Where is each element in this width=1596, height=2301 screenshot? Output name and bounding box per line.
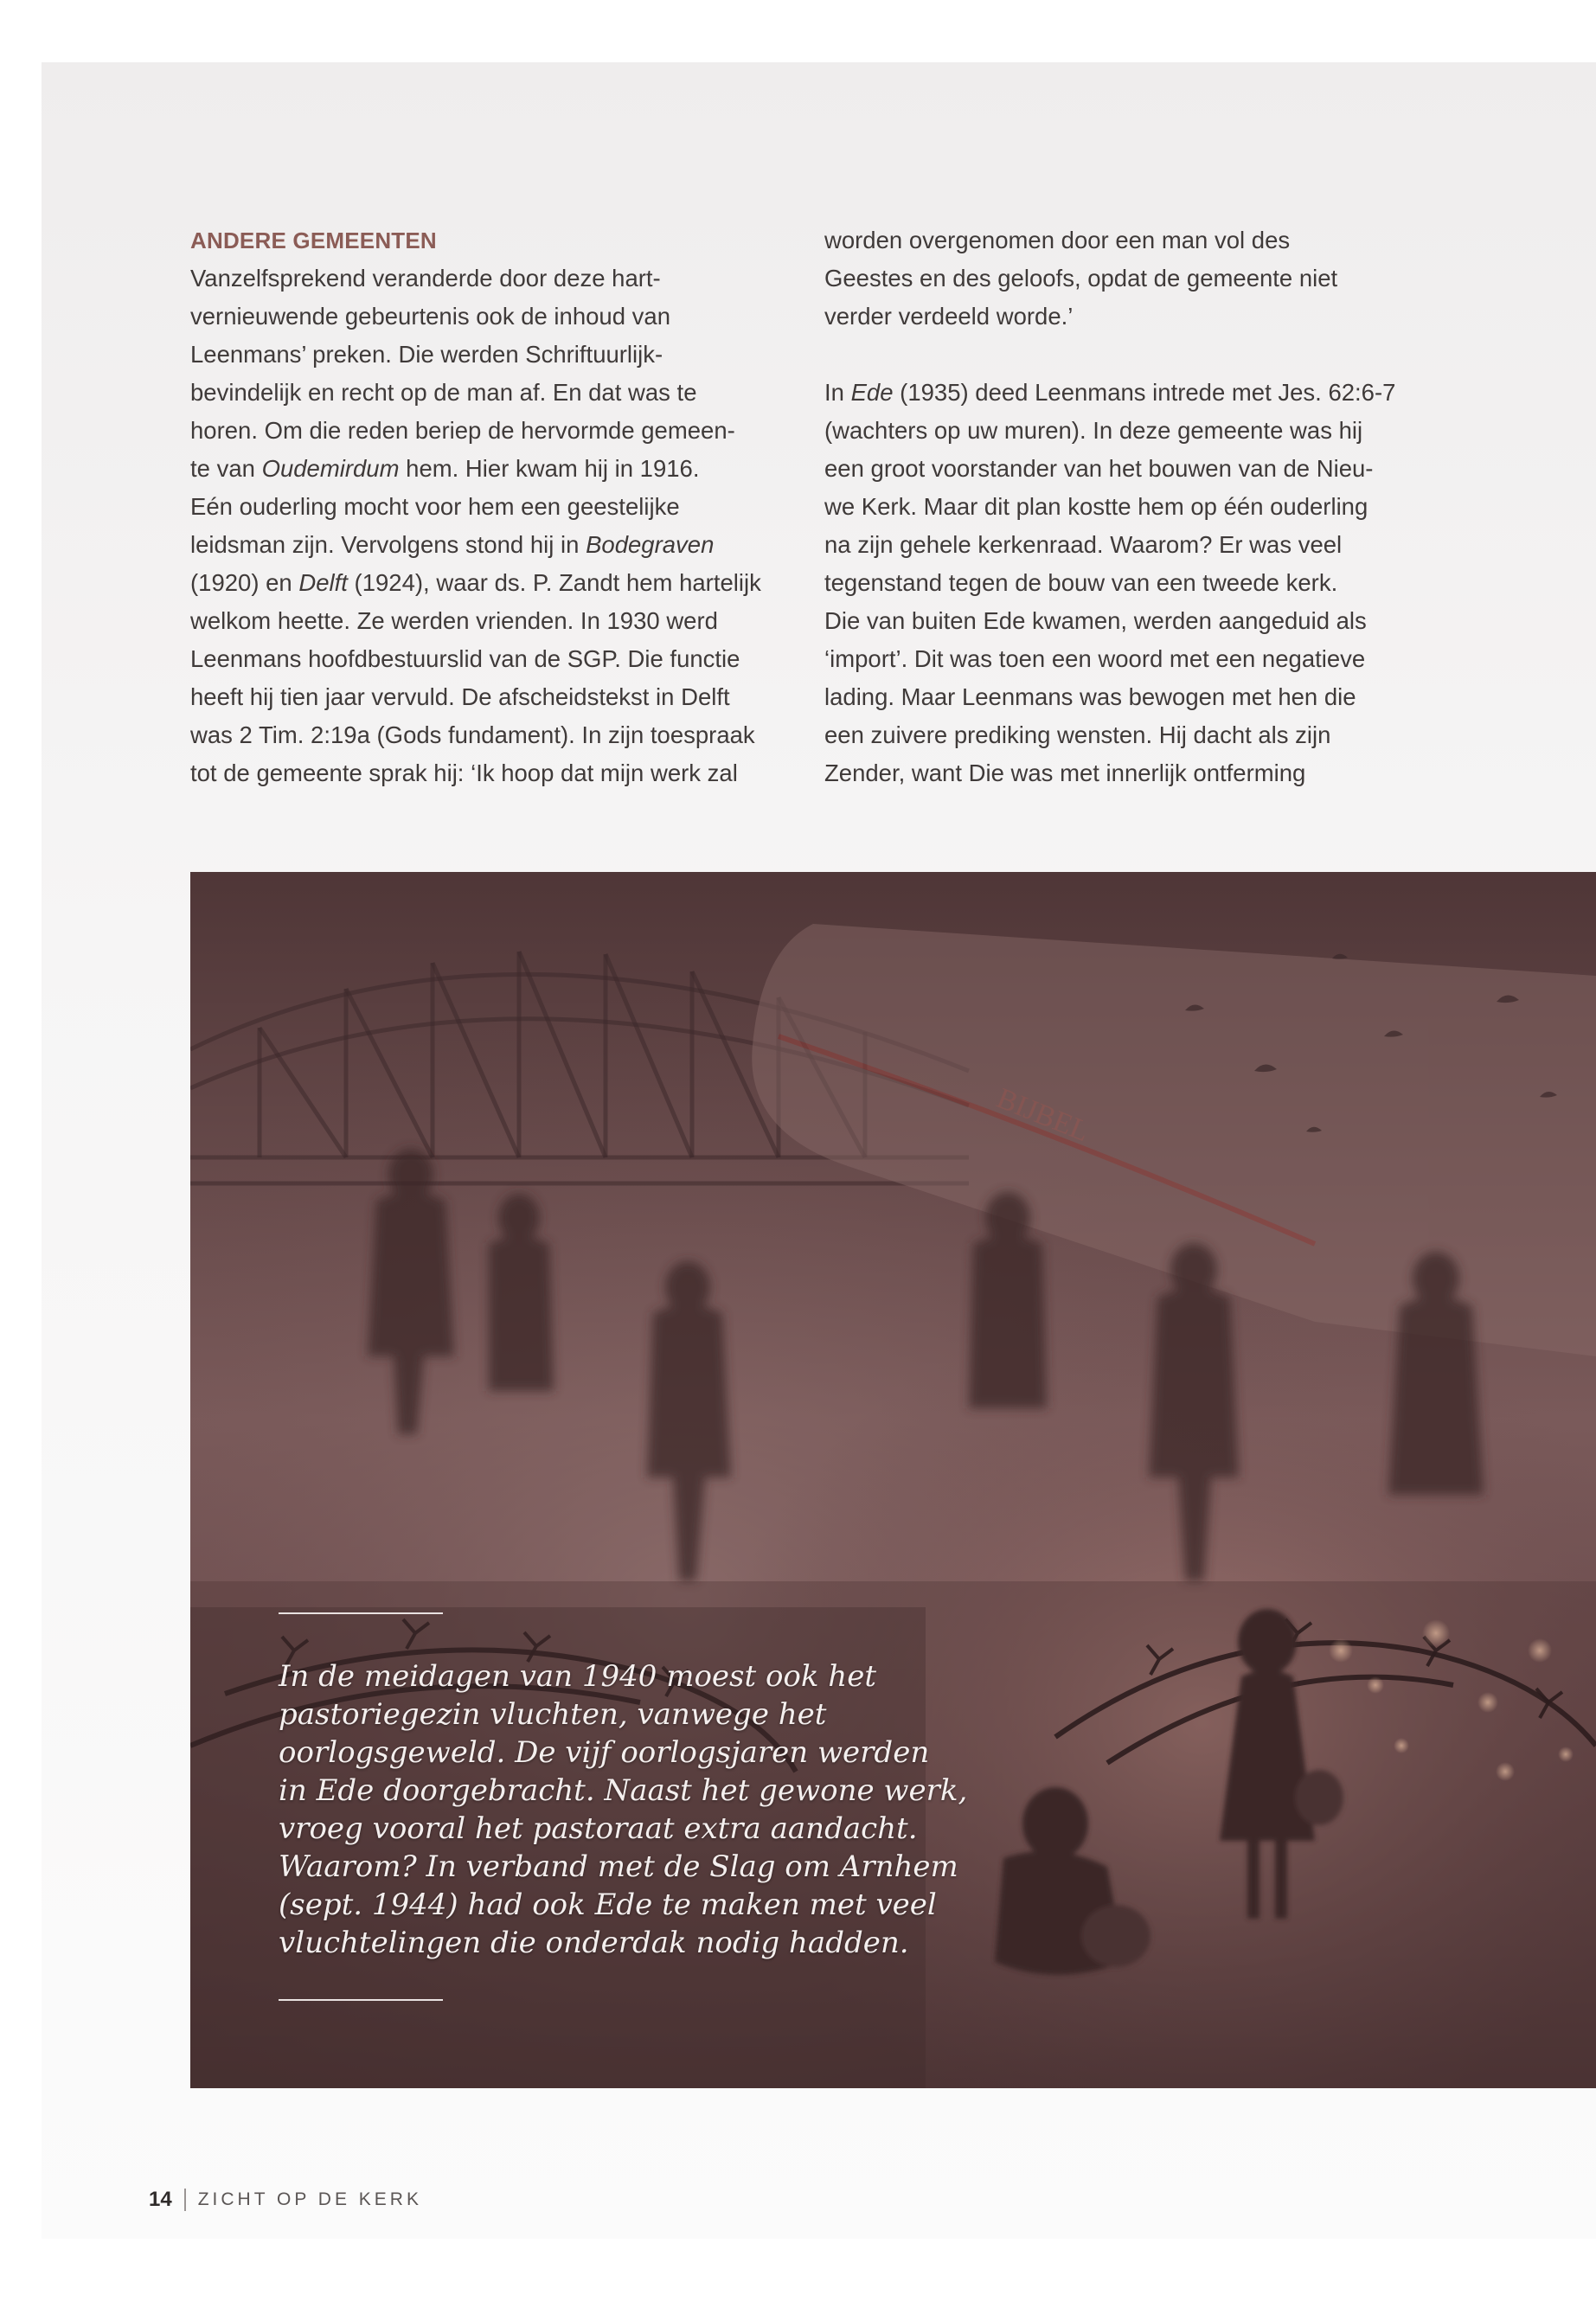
left-column-line: horen. Om die reden beriep de hervormde gemeen- xyxy=(190,417,735,444)
quote-line: oorlogsgeweld. De vijf oorlogsjaren werden xyxy=(279,1735,930,1770)
right-column-line: In Ede (1935) deed Leenmans intrede met Jes. 62:6-7 xyxy=(824,379,1396,406)
right-column xyxy=(824,221,1413,792)
right-column-line: verder verdeeld worde.’ xyxy=(824,303,1074,330)
right-column-line: na zijn gehele kerkenraad. Waarom? Er was veel xyxy=(824,531,1343,558)
left-column-line: vernieuwende gebeurtenis ook de inhoud van xyxy=(190,303,670,330)
quote-line: pastoriegezin vluchten, vanwege het xyxy=(279,1697,827,1732)
left-column-line: leidsman zijn. Vervolgens stond hij in Bodegraven xyxy=(190,531,715,558)
quote-line: (sept. 1944) had ook Ede te maken met veel xyxy=(279,1888,937,1922)
right-column-line: Geestes en des geloofs, opdat de gemeente niet xyxy=(824,265,1338,292)
left-column-line: (1920) en Delft (1924), waar ds. P. Zandt hem hartelijk xyxy=(190,569,761,596)
left-column-line: Eén ouderling mocht voor hem een geestelijke xyxy=(190,493,680,520)
place-name: Ede xyxy=(850,379,894,406)
right-column-line: een zuivere prediking wensten. Hij dacht als zijn xyxy=(824,721,1331,748)
quote-line: vluchtelingen die onderdak nodig hadden. xyxy=(279,1926,909,1960)
quote-line: In de meidagen van 1940 moest ook het xyxy=(279,1659,876,1694)
right-column-line: worden overgenomen door een man vol des xyxy=(824,227,1291,253)
left-column-line: bevindelijk en recht op de man af. En dat was te xyxy=(190,379,697,406)
right-column-line: Zender, want Die was met innerlijk ontferming xyxy=(824,760,1306,786)
left-column-line: Leenmans’ preken. Die werden Schriftuurlijk- xyxy=(190,341,663,368)
left-column xyxy=(190,221,779,792)
place-name: Bodegraven xyxy=(586,531,715,558)
quote-line: in Ede doorgebracht. Naast het gewone werk, xyxy=(279,1773,968,1808)
left-column-line: Vanzelfsprekend veranderde door deze hart- xyxy=(190,265,661,292)
right-column-text xyxy=(824,221,1413,792)
left-column-line: heeft hij tien jaar vervuld. De afscheidstekst in Delft xyxy=(190,683,730,710)
right-column-line: Die van buiten Ede kwamen, werden aangeduid als xyxy=(824,607,1367,634)
photo-caption-quote xyxy=(279,1657,968,1962)
page-footer xyxy=(149,2187,422,2213)
quote-rule-bottom xyxy=(279,1999,443,2001)
quote-rule-top xyxy=(279,1612,443,1614)
magazine-name: ZICHT OP DE KERK xyxy=(197,2189,422,2209)
left-column-line: te van Oudemirdum hem. Hier kwam hij in 1916. xyxy=(190,455,700,482)
place-name: Oudemirdum xyxy=(261,455,400,482)
left-column-line: welkom heette. Ze werden vrienden. In 1930 werd xyxy=(190,607,718,634)
right-column-line: ‘import’. Dit was toen een woord met een negatieve xyxy=(824,645,1366,672)
right-column-line: we Kerk. Maar dit plan kostte hem op één ouderling xyxy=(824,493,1368,520)
left-column-line: was 2 Tim. 2:19a (Gods fundament). In zijn toespraak xyxy=(190,721,755,748)
right-column-line: een groot voorstander van het bouwen van de Nieu- xyxy=(824,455,1374,482)
right-column-line: lading. Maar Leenmans was bewogen met hen die xyxy=(824,683,1356,710)
quote-line: vroeg vooral het pastoraat extra aandacht. xyxy=(279,1811,918,1846)
left-column-line: tot de gemeente sprak hij: ‘Ik hoop dat mijn werk zal xyxy=(190,760,738,786)
quote-line: Waarom? In verband met de Slag om Arnhem xyxy=(279,1849,958,1884)
page-number: 14 xyxy=(149,2188,172,2211)
place-name: Delft xyxy=(298,569,348,596)
paragraph-break xyxy=(824,336,1413,374)
left-column-line: Leenmans hoofdbestuurslid van de SGP. Die functie xyxy=(190,645,740,672)
footer-divider xyxy=(184,2189,186,2211)
right-column-line: tegenstand tegen de bouw van een tweede kerk. xyxy=(824,569,1338,596)
left-column-text xyxy=(190,260,779,792)
right-column-line: (wachters op uw muren). In deze gemeente was hij xyxy=(824,417,1363,444)
section-heading: ANDERE GEMEENTEN xyxy=(190,228,437,253)
svg-text:BIJBEL: BIJBEL xyxy=(992,1082,1094,1149)
